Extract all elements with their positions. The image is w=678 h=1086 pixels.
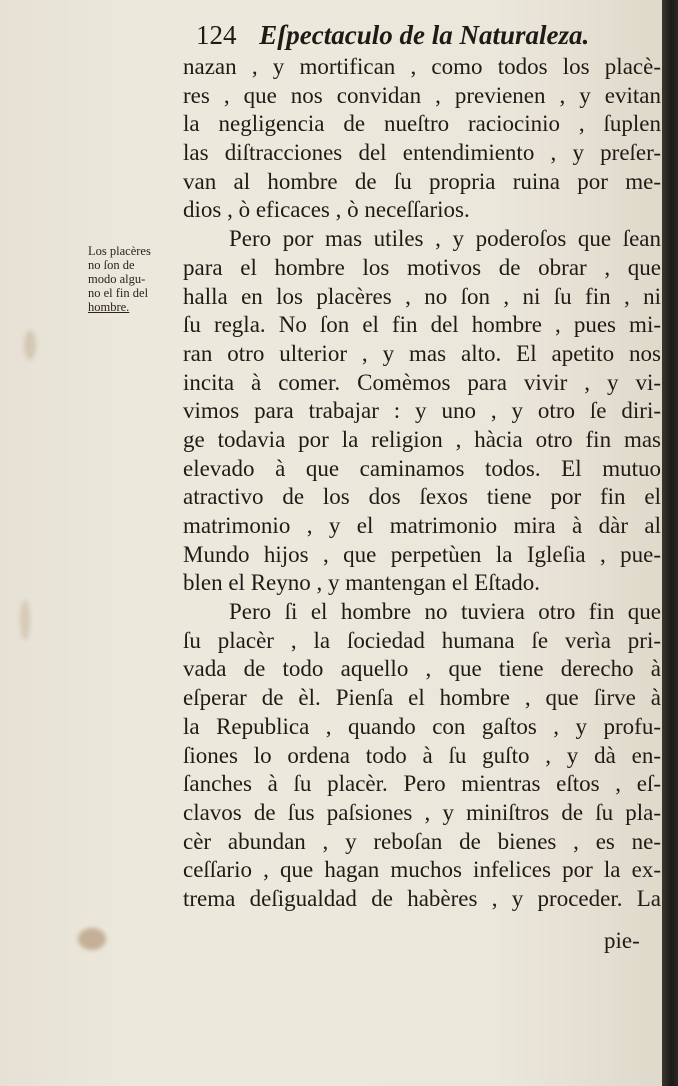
page-edge <box>662 0 678 1086</box>
text-line: van al hombre de ſu propria ruina por me- <box>183 168 661 194</box>
margin-note-line: hombre. <box>88 300 130 314</box>
text-line: clavos de ſus paſsiones , y miniſtros de ſu pla- <box>183 799 661 825</box>
text-line: incita à comer. Comèmos para vivir , y vi- <box>183 369 661 395</box>
text-line: blen el Reyno , y mantengan el Eſtado. <box>183 570 541 596</box>
text-line: vimos para trabajar : y uno , y otro ſe diri- <box>183 398 661 424</box>
text-line: elevado à que caminamos todos. El mutuo <box>183 455 661 481</box>
text-line: ge todavia por la religion , hàcia otro fin mas <box>183 426 661 452</box>
text-line: ceſſario , que hagan muchos infelices por la ex- <box>183 857 661 883</box>
text-line: las diſtracciones del entendimiento , y preſer- <box>183 140 661 166</box>
running-head <box>196 20 589 51</box>
text-line: Pero ſi el hombre no tuviera otro fin que <box>229 599 661 625</box>
text-line: res , que nos convidan , previenen , y evitan <box>183 82 661 108</box>
margin-note-line: modo algu- <box>88 272 146 286</box>
catchword: pie- <box>604 928 640 953</box>
stain-mark <box>78 928 106 950</box>
text-line: cèr abundan , y reboſan de bienes , es ne- <box>183 828 661 854</box>
text-line: Pero por mas utiles , y poderoſos que ſean <box>229 226 661 252</box>
text-line: dios , ò eficaces , ò neceſſarios. <box>183 197 470 223</box>
text-line: atractivo de los dos ſexos tiene por fin el <box>183 484 661 510</box>
text-line: ſiones lo ordena todo à ſu guſto , y dà en- <box>183 742 661 768</box>
running-title: Eſpectaculo de la Naturaleza. <box>259 20 590 50</box>
text-line: Mundo hijos , que perpetùen la Igleſia , pue- <box>183 541 661 567</box>
stain-mark <box>24 330 36 360</box>
text-line: nazan , y mortifican , como todos los placè- <box>183 54 661 79</box>
page-number: 124 <box>196 20 237 50</box>
text-line: ſanches à ſu placèr. Pero mientras eſtos , eſ- <box>183 771 661 797</box>
text-line: la negligencia de nueſtro raciocinio , ſuplen <box>183 111 661 137</box>
text-line: ſu regla. No ſon el fin del hombre , pues mi- <box>183 312 661 338</box>
stain-mark <box>20 600 30 640</box>
text-line: para el hombre los motivos de obrar , que <box>183 254 661 280</box>
text-line: vada de todo aquello , que tiene derecho à <box>183 656 661 682</box>
text-line: matrimonio , y el matrimonio mira à dàr al <box>183 513 661 538</box>
margin-note <box>88 244 174 314</box>
text-line: halla en los placères , no ſon , ni ſu fin , ni <box>183 283 661 309</box>
margin-note-line: no el fin del <box>88 286 149 300</box>
text-line: ſu placèr , la ſociedad humana ſe verìa pri- <box>183 627 661 653</box>
text-line: eſperar de èl. Pienſa el hombre , que ſirve à <box>183 685 661 711</box>
text-line: ran otro ulterior , y mas alto. El apetito nos <box>183 340 661 366</box>
margin-note-line: Los placères <box>88 244 151 258</box>
body-text <box>183 53 661 914</box>
text-line: la Republica , quando con gaſtos , y profu- <box>183 713 661 739</box>
text-line: trema deſigualdad de habères , y proceder. La <box>183 885 661 911</box>
margin-note-line: no ſon de <box>88 258 135 272</box>
